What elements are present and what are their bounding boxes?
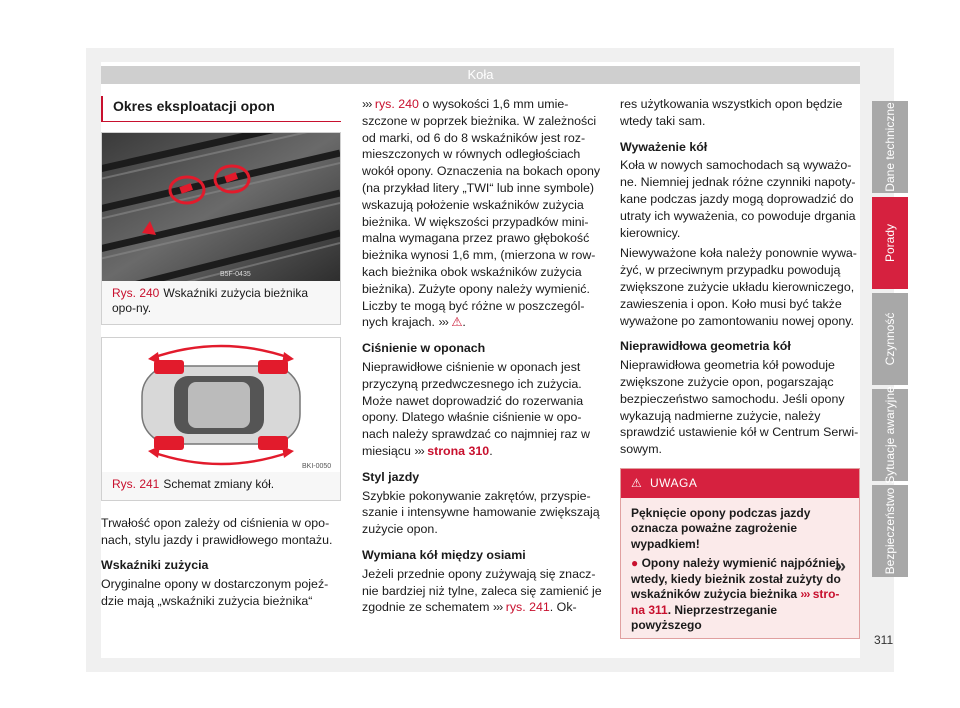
link-page-311[interactable]: stro-na 311 — [631, 587, 840, 617]
warning-bullet: Opony należy wymienić najpóźniej wtedy, kiedy bieżnik został zużyty do wskaźników zużycia bieżnika — [631, 556, 841, 602]
link-page-310[interactable]: strona 310 — [427, 443, 490, 458]
section-title: Okres eksploatacji opon — [101, 96, 341, 122]
tire-tread-illustration — [102, 133, 340, 281]
paragraph: Nieprawidłowa geometria kół powoduje zwiększone zużycie opon, pogarszając bezpieczeństwo samochodu. Jeśli opony wykazują nadmierne zużycie, należy sprawdzić ustawienie kół w Centrum Serwi-sowym. — [620, 358, 859, 457]
paragraph: Trwałość opon zależy od ciśnienia w opo-nach, stylu jazdy i prawidłowego montażu. — [101, 515, 333, 547]
reference-arrows: ››› — [414, 443, 424, 458]
tab-label: Sytuacje awaryjne — [883, 386, 897, 484]
reference-arrows: ››› — [362, 97, 372, 111]
column-2: ››› rys. 240 o wysokości 1,6 mm umie-szczone w poprzek bieżnika. W zależności od marki, od 6 do 8 wskaźników jest roz-mieszczonych w równych odległościach wokół opony. Oznaczenia na bokach opony (na przykład litery „TWI“ lub inne symbole) wskazują położenie wskaźników zużycia bieżnika. W większości przypadków mini-malna wymagana przez prawo głębokość bieżnika wynosi 1,6 mm, (mierzona w row-kach bieżnika obok wskaźników zużycia bieżnika). Zużyte opony należy wymienić. Liczby te mogą być różne w poszczegól-nych krajach. ››› ⚠. Ciśnienie w oponach Nieprawidłowe ciśnienie w oponach jest przyczyną przedwczesnego ich zużycia. Może nawet doprowadzić do rozerwania opony. Dlatego właśnie ciśnienie w opo-nach należy sprawdzać co najmniej raz w miesiącu ››› strona 310. Styl jazdy Szybkie pokonywanie zakrętów, przyspie-szanie i intensywne hamowanie zwiększają zużycie opon. Wymiana kół między osiami Jeżeli przednie opony zużywają się znacz-nie bardziej niż tylne, zaleca się zamienić je zgodnie ze schematem ››› rys. 241. Ok- — [362, 97, 602, 615]
tab-label: Porady — [883, 223, 897, 263]
tab-label: Czynność — [883, 312, 897, 366]
subheading-driving-style: Styl jazdy — [362, 469, 420, 484]
figure-241 — [101, 337, 341, 501]
column-3 — [620, 96, 860, 639]
subheading-tire-pressure: Ciśnienie w oponach — [362, 341, 486, 356]
tab-bezpieczenstwo[interactable] — [872, 485, 908, 577]
tab-label: Dane techniczne — [883, 102, 897, 192]
figure-240-caption-text: Wskaźniki zużycia bieżnika opo-ny. — [112, 285, 309, 315]
warning-triangle-icon[interactable]: ⚠ — [451, 315, 463, 330]
reference-arrows: ››› — [438, 315, 448, 330]
figure-240-tag: Rys. 240 — [112, 285, 160, 300]
reference-arrows: ››› — [492, 600, 503, 615]
paragraph: Koła w nowych samochodach są wyważo-ne. Niemniej jednak różne czynniki napoty-kane podczas jazdy mogą doprowadzić do utraty ich wyważenia, co powoduje drgania kierownicy. — [620, 158, 856, 240]
figure-240-caption — [102, 281, 340, 324]
tab-label: Bezpieczeństwo — [883, 487, 897, 575]
warning-body — [621, 498, 859, 638]
tire-tread-image — [102, 133, 340, 281]
tab-dane-techniczne[interactable] — [872, 101, 908, 193]
figure-241-caption — [102, 472, 340, 500]
car-diagram-image — [102, 338, 340, 472]
subheading-wheel-geometry: Nieprawidłowa geometria kół — [620, 339, 791, 354]
figure-240 — [101, 132, 341, 325]
paragraph: o wysokości 1,6 mm umie-szczone w poprzek bieżnika. W zależności od marki, od 6 do 8 wskaźników jest roz-mieszczonych w równych odległościach wokół opony. Oznaczenia na bokach opony (na przykład litery „TWI“ lub inne symbole) wskazują położenie wskaźników zużycia bieżnika. W większości przypadków mini-malna wymagana przez prawo głębokość bieżnika wynosi 1,6 mm, (mierzona w row-kach bieżnika obok wskaźników zużycia bieżnika). Zużyte opony należy wymienić. Liczby te mogą być różne w poszczegól-nych krajach. — [362, 97, 601, 330]
warning-box — [620, 468, 860, 639]
paragraph: Jeżeli przednie opony zużywają się znacz-nie bardziej niż tylne, zaleca się zamienić je zgodnie ze schematem — [362, 566, 602, 615]
tab-porady[interactable] — [872, 197, 908, 289]
figure-241-caption-text: Schemat zmiany kół. — [163, 476, 275, 491]
page-number: 311 — [874, 633, 894, 647]
paragraph: Oryginalne opony w dostarczonym pojeź-dzie mają „wskaźniki zużycia bieżnika“ — [101, 577, 329, 608]
paragraph-tail: . Ok- — [549, 600, 577, 615]
subheading-wheel-balance: Wyważenie kół — [620, 139, 708, 154]
continue-arrow-icon: » — [836, 556, 847, 576]
figure-code: B5F-0435 — [220, 270, 251, 278]
warning-header — [621, 469, 859, 498]
wheel-rotation-diagram — [102, 338, 340, 472]
warning-tail: . Nieprzestrzeganie powyższego — [631, 602, 778, 633]
page-header: Koła — [101, 66, 860, 84]
column-1 — [101, 96, 341, 610]
paragraph: Szybkie pokonywanie zakrętów, przyspie-szanie i intensywne hamowanie zwiększają zużycie opon. — [362, 488, 600, 537]
paragraph: res użytkowania wszystkich opon będzie wtedy taki sam. — [620, 97, 843, 128]
link-figure-240[interactable]: rys. 240 — [374, 97, 419, 111]
subheading-wheel-rotation: Wymiana kół między osiami — [362, 547, 526, 562]
bullet-icon: ● — [631, 556, 639, 571]
paragraph: Niewyważone koła należy ponownie wywa-żyć, w przeciwnym przypadku powodują zwiększone zużycie układu kierowniczego, zawieszenia i opon. Koło musi być także wyważone po zamontowaniu nowej opony. — [620, 246, 857, 328]
tab-sytuacje-awaryjne[interactable] — [872, 386, 908, 484]
tab-czynnosc[interactable] — [872, 293, 908, 385]
warning-title: UWAGA — [649, 475, 698, 490]
warning-text: Pęknięcie opony podczas jazdy oznacza poważne zagrożenie wypadkiem! — [631, 505, 811, 551]
figure-241-tag: Rys. 241 — [112, 476, 160, 491]
link-figure-241[interactable]: rys. 241 — [505, 600, 550, 615]
figure-code: BKI-0050 — [302, 462, 332, 470]
warning-icon: ⚠ — [631, 475, 643, 490]
paragraph: Nieprawidłowe ciśnienie w oponach jest przyczyną przedwczesnego ich zużycia. Może nawet doprowadzić do rozerwania opony. Dlatego właśnie ciśnienie w opo-nach należy sprawdzać co najmniej raz w miesiącu — [362, 359, 590, 458]
reference-arrows: ››› — [800, 587, 810, 602]
chapter-tabs — [872, 101, 908, 581]
subheading-wear-indicators: Wskaźniki zużycia — [101, 558, 209, 573]
